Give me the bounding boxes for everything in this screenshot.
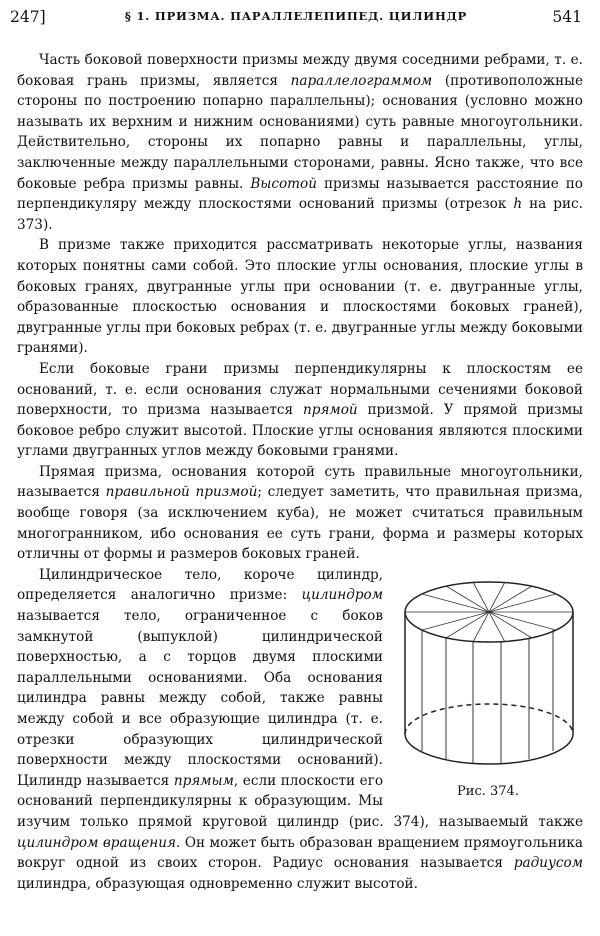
term-height: Высотой [250, 175, 318, 192]
figure-374 [393, 568, 583, 811]
term-right: прямой [302, 402, 358, 419]
term-parallelogram: параллелограммом [290, 72, 433, 89]
page-body [17, 50, 583, 894]
cylinder-generatrices [422, 630, 553, 763]
figure-caption: Рис. 374. [457, 783, 519, 799]
paragraph-cylinder: Цилиндрическое тело, короче цилиндр, определяется аналогично призме: цилиндром называется тело, ограниченное с боков замкнутой (выпуклой) цилиндрической поверхностью, а с торцов двумя плоскими параллельными основаниями. Оба основания цилиндра равны между собой, также равны между собой и все образующие цилиндра (т. е. отрезки образующих цилиндрической поверхности между плоскостями оснований). Цилиндр называется прямым, если плоскости его оснований перпендикулярны к образующим. Мы изучим только прямой круговой цилиндр (рис. 374), называемый также цилиндром вращения. Он может быть образован вращением прямоугольника вокруг одной из своих сторон. Радиус основания называется радиусом цилиндра, образующая одновременно служит высотой. [17, 566, 583, 892]
section-title: § 1. ПРИЗМА. ПАРАЛЛЕЛЕПИПЕД. ЦИЛИНДР [124, 9, 468, 23]
paragraph-regular-prism: Прямая призма, основания которой суть правильные многоугольники, называется правильной призмой; следует заметить, что правильная призма, вообще говоря (за исключением куба), не может считаться правильным многогранником, ибо основания ее суть грани, форма и размеры которых отличны от формы и размеров боковых граней. [17, 463, 583, 563]
term-cylinder-of-revolution: цилиндром вращения [17, 834, 176, 851]
section-ref: 247] [10, 8, 46, 26]
running-header [10, 8, 582, 32]
term-regular-prism: правильной призмой [105, 484, 258, 501]
cylinder-bottom-front-arc [405, 734, 573, 764]
term-radius: радиусом [513, 855, 583, 872]
paragraph-prism-faces: Часть боковой поверхности призмы между двумя соседними ребрами, т. е. боковая грань призмы, является параллелограммом (противоположные стороны по построению попарно параллельны); основания (условно можно называть их верхним и нижним основаниями) суть равные многоугольники. Действительно, стороны их попарно равны и параллельны, углы, заключенные между параллельными сторонами, равны. Ясно также, что все боковые ребра призмы равны. Высотой призмы называется расстояние по перпендикуляру между плоскостями оснований призмы (отрезок h на рис. 373). [17, 52, 584, 233]
symbol-h: h [513, 196, 523, 213]
term-cylinder: цилиндром [301, 587, 383, 604]
page-number: 541 [552, 8, 582, 26]
paragraph-prism-angles: В призме также приходится рассматривать некоторые углы, названия которых понятны сами собой. Это плоские углы основания, плоские углы в боковых гранях, двугранные углы при основании (т. е. двугранные углы, образованные плоскостью основания и плоскостями боковых граней), двугранные углы при боковых ребрах (т. е. двугранные углы между боковыми гранями). [17, 237, 583, 357]
paragraph-right-prism: Если боковые грани призмы перпендикулярны к плоскостям ее оснований, т. е. если основания служат нормальными сечениями боковой поверхности, то призма называется прямой призмой. У прямой призмы боковое ребро служит высотой. Плоские углы основания являются плоскими углами двугранных углов между боковыми гранями. [17, 360, 583, 460]
cylinder-bottom-hidden-arc [405, 704, 573, 734]
cylinder-illustration [393, 568, 583, 780]
term-right-cylinder: прямым [173, 772, 234, 789]
